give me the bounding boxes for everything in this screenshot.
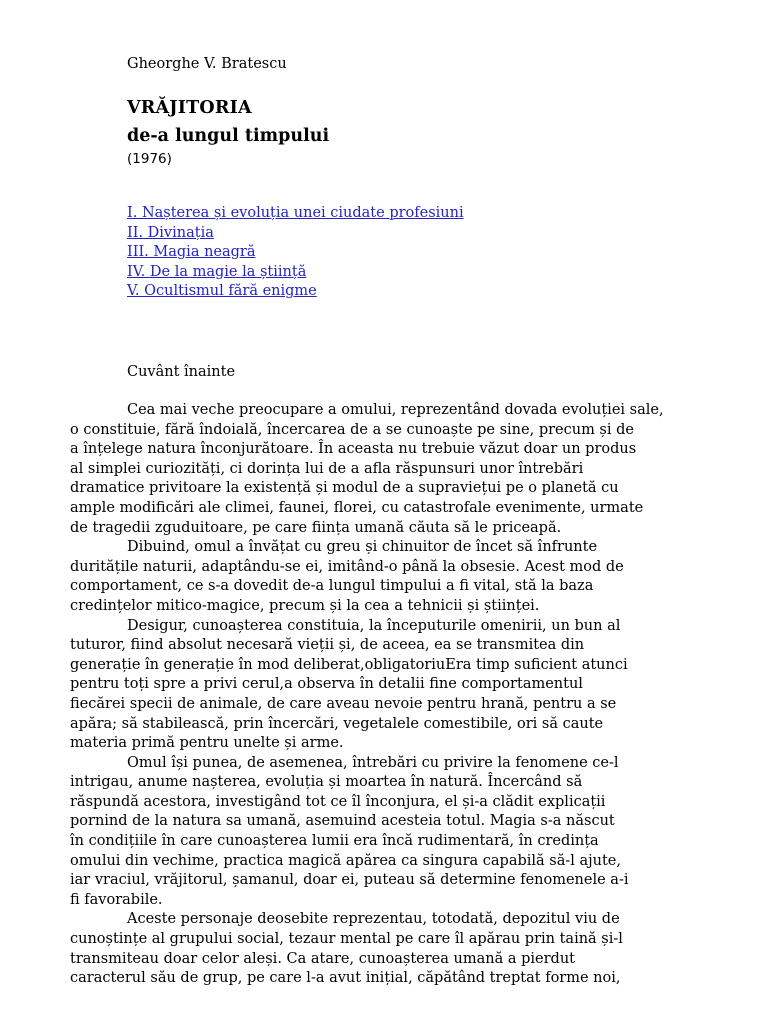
text-line: al simplei curiozități, ci dorința lui de a afla răspunsuri unor întrebări	[70, 460, 584, 477]
body-paragraph	[70, 538, 676, 616]
body-paragraph	[70, 754, 676, 911]
toc-link-chapter-3[interactable]: III. Magia neagră	[127, 244, 256, 261]
toc-item[interactable]	[127, 263, 679, 283]
toc-item[interactable]	[127, 224, 679, 244]
text-line: dramatice privitoare la existență și modul de a supraviețui pe o planetă cu	[70, 480, 619, 497]
toc-link-chapter-2[interactable]: II. Divinația	[127, 224, 214, 241]
text-line: materia primă pentru unelte și arme.	[70, 735, 344, 752]
body-text	[70, 401, 676, 989]
text-line: fiecărei specii de animale, de care aveau nevoie pentru hrană, pentru a se	[70, 695, 617, 712]
toc-link-chapter-1[interactable]: I. Nașterea și evoluția unei ciudate profesiuni	[127, 205, 464, 221]
text-line: generație în generație în mod deliberat,obligatoriuEra timp suficient atunci	[70, 656, 628, 673]
text-line: Aceste personaje deosebite reprezentau, totodată, depozitul viu de	[127, 911, 620, 928]
toc-item[interactable]	[127, 204, 679, 224]
text-line: transmiteau doar celor aleși. Ca atare, cunoașterea umană a pierdut	[70, 950, 575, 967]
text-line: pornind de la natura sa umană, asemuind acesteia totul. Magia s-a născut	[70, 813, 615, 830]
text-line: duritățile naturii, adaptându-se ei, imitând-o până la obsesie. Acest mod de	[70, 558, 624, 575]
book-subtitle: de-a lungul timpului	[127, 126, 330, 146]
text-line: ample modificări ale climei, faunei, florei, cu catastrofale evenimente, urmate	[70, 499, 644, 516]
toc-item[interactable]	[127, 282, 679, 302]
text-line: Omul își punea, de asemenea, întrebări cu privire la fenomene ce-l	[127, 754, 619, 771]
text-line: caracterul său de grup, pe care l-a avut inițial, căpătând treptat forme noi,	[70, 970, 621, 987]
toc-link-chapter-5[interactable]: V. Ocultismul fără enigme	[127, 283, 317, 300]
text-line: Cea mai veche preocupare a omului, reprezentând dovada evoluției sale,	[127, 402, 664, 418]
book-title: VRĂJITORIA	[127, 98, 252, 118]
document-page	[127, 54, 679, 382]
text-line: credințelor mitico-magice, precum și la cea a tehnicii și științei.	[70, 597, 540, 614]
text-line: Dibuind, omul a învățat cu greu și chinuitor de încet să înfrunte	[127, 539, 598, 556]
table-of-contents	[127, 204, 679, 302]
text-line: fi favorabile.	[70, 891, 163, 908]
body-paragraph	[70, 910, 676, 988]
text-line: cunoștințe al grupului social, tezaur mental pe care îl apărau prin taină și-l	[70, 931, 623, 948]
toc-item[interactable]	[127, 243, 679, 263]
text-line: tuturor, fiind absolut necesară vieții și, de aceea, ea se transmitea din	[70, 637, 585, 654]
body-paragraph	[70, 401, 676, 538]
text-line: comportament, ce s-a dovedit de-a lungul timpului a fi vital, stă la baza	[70, 578, 594, 595]
text-line: intrigau, anume nașterea, evoluția și moartea în natură. Încercând să	[70, 774, 583, 791]
body-paragraph	[70, 617, 676, 754]
text-line: o constituie, fără îndoială, încercarea de a se cunoaște pe sine, precum și de	[70, 421, 634, 438]
text-line: omului din vechime, practica magică apărea ca singura capabilă să-l ajute,	[70, 852, 621, 869]
text-line: apăra; să stabilească, prin încercări, vegetalele comestibile, ori să caute	[70, 715, 604, 732]
publication-year: (1976)	[127, 151, 172, 167]
section-heading: Cuvânt înainte	[127, 363, 236, 380]
toc-link-chapter-4[interactable]: IV. De la magie la știință	[127, 263, 307, 280]
text-line: pentru toți spre a privi cerul,a observa în detalii fine comportamentul	[70, 676, 583, 693]
text-line: în condițiile în care cunoașterea lumii era încă rudimentară, în credința	[70, 833, 599, 850]
text-line: răspundă acestora, investigând tot ce îl înconjura, el și-a clădit explicații	[70, 793, 606, 810]
author-name: Gheorghe V. Bratescu	[127, 56, 287, 72]
text-line: a înțelege natura înconjurătoare. În aceasta nu trebuie văzut doar un produs	[70, 441, 637, 458]
text-line: de tragedii zguduitoare, pe care ființa umană căuta să le priceapă.	[70, 519, 562, 536]
text-line: Desigur, cunoașterea constituia, la începuturile omenirii, un bun al	[127, 617, 621, 634]
text-line: iar vraciul, vrăjitorul, șamanul, doar ei, puteau să determine fenomenele a-i	[70, 872, 629, 889]
